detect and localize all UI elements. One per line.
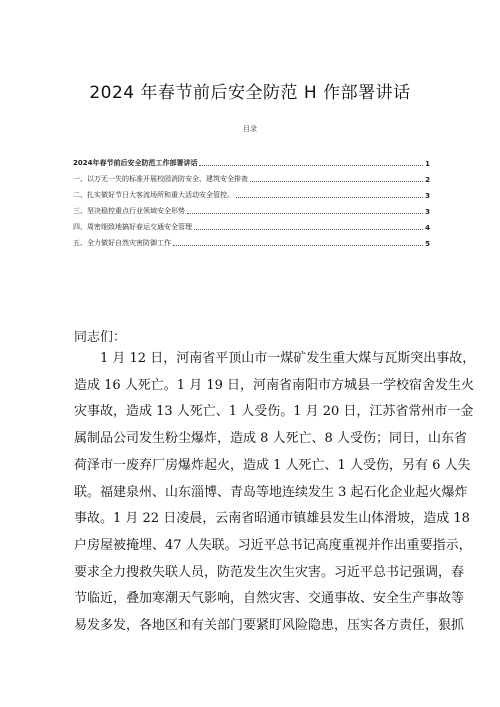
toc-entry-page: 4 [425, 224, 430, 232]
salutation: 同志们： [74, 330, 127, 345]
body-line: 联。福建泉州、山东淄博、青岛等地连续发生 3 起石化企业起火爆炸 [74, 484, 468, 500]
toc-entry-label: 三、坚决稳控重点行业领域安全形势 [73, 207, 185, 215]
toc-entry-page: 5 [425, 240, 430, 248]
toc-leader-dots [173, 245, 423, 246]
body-line: 事故。1 月 22 日凌晨，云南省昭通市镇雄县发生山体滑坡，造成 18 [74, 511, 470, 527]
body-line: 要求全力搜救失联人员，防范发生次生灾害。习近平总书记强调，春 [74, 564, 465, 580]
toc-entry-page: 3 [425, 208, 430, 216]
toc-heading: 目录 [243, 125, 257, 133]
toc-entry-label: 一、以万无一失的标准开展校园消防安全、建筑安全排查 [73, 175, 248, 183]
toc-entry-label: 五、全力做好自然灾害防御工作 [73, 239, 171, 247]
toc-entry-page: 2 [425, 176, 430, 184]
body-line: 易发多发，各地区和有关部门要紧盯风险隐患，压实各方责任，狠抓 [74, 618, 465, 634]
toc-leader-dots [194, 229, 423, 230]
toc-entry[interactable] [73, 200, 430, 216]
toc-entry-label: 2024年春节前后安全防范工作部署讲话 [73, 159, 198, 167]
body-line: 灾事故，造成 13 人死亡、1 人受伤。1 月 20 日，江苏省常州市一金 [74, 404, 474, 420]
body-line: 户房屋被掩埋、47 人失联。习近平总书记高度重视并作出重要指示， [74, 537, 472, 553]
body-paragraph [74, 346, 476, 640]
body-line: 荷泽市一废弃厂房爆炸起火，造成 1 人死亡、1 人受伤，另有 6 人失 [74, 457, 471, 473]
toc-entry[interactable] [73, 232, 430, 248]
toc-entry-page: 3 [425, 192, 430, 200]
body-line: 节临近，叠加寒潮天气影响，自然灾害、交通事故、安全生产事故等 [74, 591, 465, 607]
table-of-contents [73, 146, 430, 248]
toc-entry-label: 四、周密细致地搞好春运交通安全管理 [73, 223, 192, 231]
toc-entry[interactable] [73, 184, 430, 200]
toc-leader-dots [199, 165, 423, 166]
toc-leader-dots [250, 181, 423, 182]
toc-entry[interactable] [73, 216, 430, 232]
toc-leader-dots [236, 197, 423, 198]
toc-entry-label: 二、扎实做好节日大客流场所和重大活动安全管控。 [73, 191, 234, 199]
body-line: 属制品公司发生粉尘爆炸，造成 8 人死亡、8 人受伤；同日，山东省 [74, 431, 467, 447]
toc-entry-page: 1 [425, 160, 430, 168]
body-line: 1 月 12 日，河南省平顶山市一煤矿发生重大煤与瓦斯突出事故， [100, 351, 476, 366]
body-line: 造成 16 人死亡。1 月 19 日，河南省南阳市方城县一学校宿舍发生火 [74, 377, 475, 393]
toc-entry[interactable] [73, 146, 430, 168]
toc-entry[interactable] [73, 168, 430, 184]
document-title: 2024 年春节前后安全防范 H 作部署讲话 [89, 83, 411, 103]
toc-leader-dots [187, 213, 423, 214]
